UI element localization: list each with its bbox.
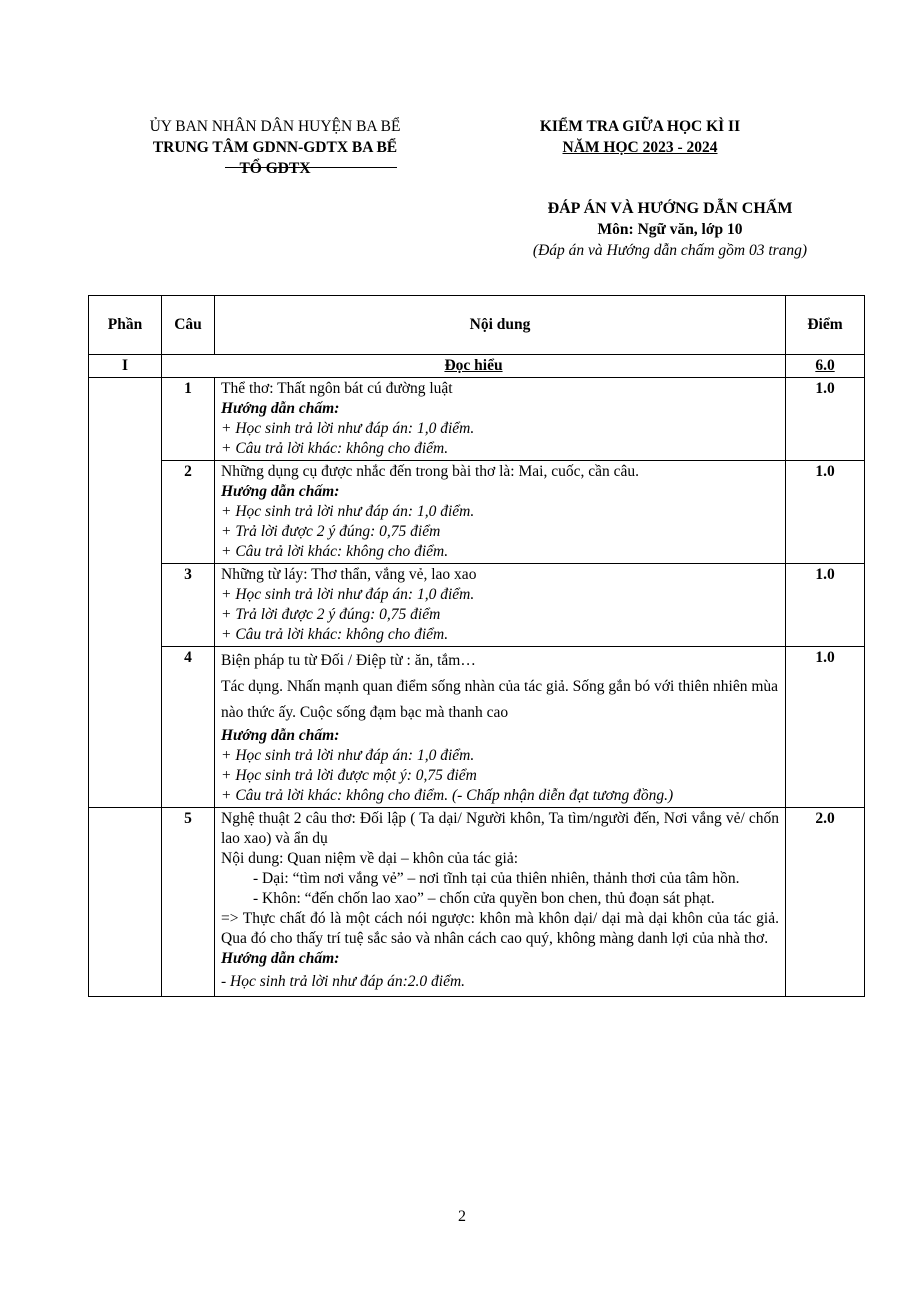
issuer-unit: TỔ GDTX — [239, 160, 311, 177]
content-line: + Học sinh trả lời được một ý: 0,75 điểm — [221, 767, 477, 784]
issuer-block — [100, 116, 450, 179]
content-line: => Thực chất đó là một cách nói ngược: khôn mà khôn dại/ dại mà dại khôn của tác giả. Qua đó cho thấy trí tuệ sắc sảo và nhân cách cao quý, không màng danh lợi của nhà thơ. — [221, 910, 779, 947]
header-content: Nội dung — [215, 296, 786, 355]
content-line: Nghệ thuật 2 câu thơ: Đối lập ( Ta dại/ Người khôn, Ta tìm/người đến, Nơi vắng vẻ/ chốn lao xao) và ẩn dụ — [221, 810, 779, 847]
content-line: Những dụng cụ được nhắc đến trong bài thơ là: Mai, cuốc, cần câu. — [221, 463, 639, 480]
header-part: Phần — [89, 296, 162, 355]
header-score: Điểm — [786, 296, 865, 355]
exam-block — [480, 116, 800, 158]
grading-guide-label: Hướng dẫn chấm: — [221, 400, 340, 417]
question-number: 5 — [162, 808, 215, 997]
part-cell — [89, 808, 162, 997]
content-line: Những từ láy: Thơ thẩn, vắng vẻ, lao xao — [221, 566, 477, 583]
answer-key-title: ĐÁP ÁN VÀ HƯỚNG DẪN CHẤM — [547, 200, 793, 217]
part-cell — [89, 378, 162, 808]
page-number: 2 — [458, 1208, 466, 1225]
question-score: 1.0 — [786, 378, 865, 461]
table-row — [89, 647, 865, 808]
exam-title: KIỂM TRA GIỮA HỌC KÌ II — [539, 118, 741, 135]
content-line: + Học sinh trả lời như đáp án: 1,0 điểm. — [221, 503, 475, 520]
question-score: 1.0 — [786, 461, 865, 564]
content-line: + Câu trả lời khác: không cho điểm. (- Chấp nhận diễn đạt tương đồng.) — [221, 787, 674, 804]
question-score: 2.0 — [786, 808, 865, 997]
grading-guide-label: Hướng dẫn chấm: — [221, 483, 340, 500]
answer-table — [88, 295, 865, 997]
question-content — [215, 564, 786, 647]
section-title: Đọc hiểu — [162, 355, 786, 378]
answer-key-note: (Đáp án và Hướng dẫn chấm gồm 03 trang) — [532, 242, 808, 259]
question-number: 1 — [162, 378, 215, 461]
content-line: + Câu trả lời khác: không cho điểm. — [221, 543, 449, 560]
content-line: Biện pháp tu từ Đối / Điệp từ : ăn, tắm… — [221, 652, 476, 669]
content-line: Tác dụng. Nhấn mạnh quan điểm sống nhàn của tác giả. Sống gắn bó với thiên nhiên mùa nào thức ấy. Cuộc sống đạm bạc mà thanh cao — [221, 678, 779, 721]
content-line: + Câu trả lời khác: không cho điểm. — [221, 440, 449, 457]
question-content — [215, 647, 786, 808]
table-row — [89, 461, 865, 564]
grading-guide-label: Hướng dẫn chấm: — [221, 727, 340, 744]
content-line: Thể thơ: Thất ngôn bát cú đường luật — [221, 380, 453, 397]
content-line: - Học sinh trả lời như đáp án:2.0 điểm. — [221, 973, 466, 990]
content-line: - Dại: “tìm nơi vắng vẻ” – nơi tĩnh tại của thiên nhiên, thảnh thơi của tâm hồn. — [253, 870, 740, 887]
section-row — [89, 355, 865, 378]
table-row — [89, 808, 865, 997]
content-line: + Học sinh trả lời như đáp án: 1,0 điểm. — [221, 420, 475, 437]
issuer-center: TRUNG TÂM GDNN-GDTX BA BỂ — [152, 139, 398, 156]
exam-year: NĂM HỌC 2023 - 2024 — [562, 139, 718, 156]
grading-guide-label: Hướng dẫn chấm: — [221, 950, 340, 967]
section-part: I — [89, 355, 162, 378]
question-number: 2 — [162, 461, 215, 564]
table-header-row — [89, 296, 865, 355]
content-line: + Câu trả lời khác: không cho điểm. — [221, 626, 449, 643]
content-line: + Học sinh trả lời như đáp án: 1,0 điểm. — [221, 747, 475, 764]
section-score: 6.0 — [786, 355, 865, 378]
content-line: + Học sinh trả lời như đáp án: 1,0 điểm. — [221, 586, 475, 603]
answer-key-subject: Môn: Ngữ văn, lớp 10 — [597, 221, 743, 238]
question-score: 1.0 — [786, 564, 865, 647]
issuer-underline — [225, 167, 397, 168]
question-number: 3 — [162, 564, 215, 647]
table-row — [89, 564, 865, 647]
question-score: 1.0 — [786, 647, 865, 808]
issuer-authority: ỦY BAN NHÂN DÂN HUYỆN BA BỂ — [149, 118, 401, 135]
content-line: + Trả lời được 2 ý đúng: 0,75 điểm — [221, 606, 441, 623]
header-question: Câu — [162, 296, 215, 355]
question-number: 4 — [162, 647, 215, 808]
question-content — [215, 378, 786, 461]
content-line: + Trả lời được 2 ý đúng: 0,75 điểm — [221, 523, 441, 540]
answer-key-heading — [460, 198, 880, 261]
content-line: Nội dung: Quan niệm về dại – khôn của tác giả: — [221, 850, 519, 867]
table-row — [89, 378, 865, 461]
question-content — [215, 461, 786, 564]
question-content — [215, 808, 786, 997]
content-line: - Khôn: “đến chốn lao xao” – chốn cửa quyền bon chen, thủ đoạn sát phạt. — [253, 890, 715, 907]
